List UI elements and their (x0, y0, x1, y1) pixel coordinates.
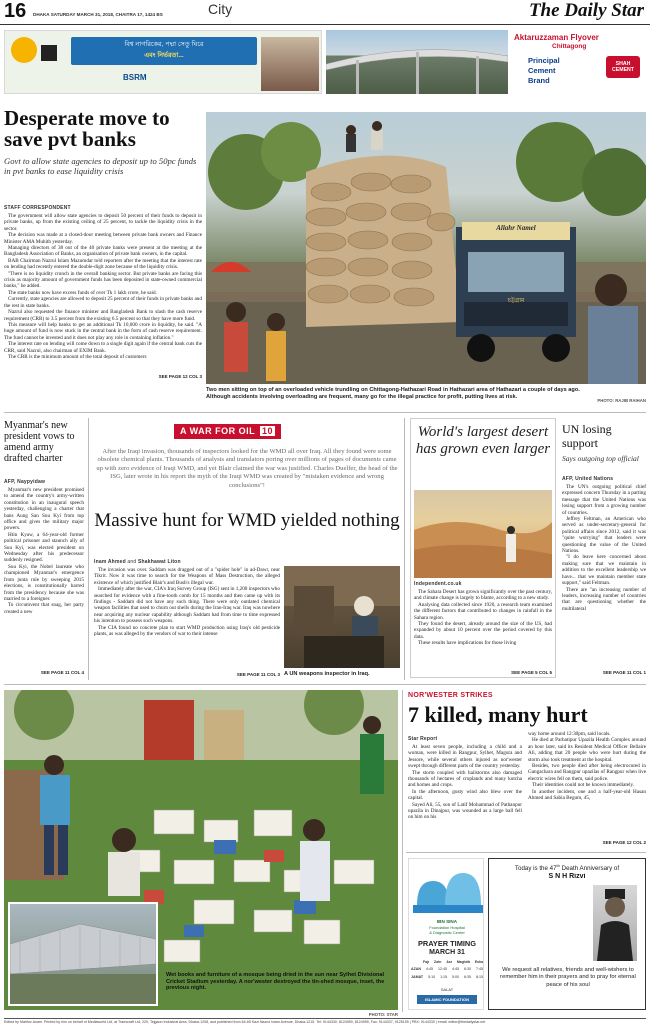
wmd-para: The invasion was over. Saddam was dragged out of a "spider hole" in ad-Dawr, near Tikrit. Now it was time to search for the Weapons of Mass Destruction, the alleged existence of which justified Blair's and Bush's illegal war. (94, 567, 280, 586)
lead-headline: Desperate move to save pvt banks (4, 108, 170, 150)
ad-prayer-logo1: IBN SINA (436, 919, 458, 924)
wmd-photo-caption: A UN weapons inspector in Iraq. (284, 671, 370, 677)
wmd-byline-a: Inam Ahmed (94, 559, 126, 565)
section-title: City (208, 1, 233, 17)
norwester-para: In the afternoon, gusty wind also blew over the capital. (408, 788, 522, 802)
un-para: "I do leave here concerned about making sure that we maintain in addition to the excellent leadership we have... that we maintain member state support," said Feltman. (562, 554, 646, 587)
myanmar-see-page[interactable]: SEE PAGE 11 COL 4 (40, 670, 84, 675)
ad-prayer-headers (423, 960, 483, 964)
wmd-see-page[interactable]: SEE PAGE 11 COL 3 (236, 672, 280, 677)
ad-prayer-timing[interactable] (408, 858, 484, 1010)
desert-para: Analysing data collected since 1920, a research team examined the different factors that contributed to changes in rainfall in the Sahara region. (414, 601, 552, 621)
divider (88, 418, 89, 680)
myanmar-para: Suu Kyi, the Nobel laureate who championed Myanmar's emergence from junta rule by sweeping 2015 elections, is constitutionally barred from the presidency because she was married to a foreigner. (4, 563, 84, 602)
wmd-kicker (174, 424, 281, 439)
wmd-photo-drawing (284, 566, 400, 668)
lead-para: Currently, state agencies are allowed to deposit 25 percent of their funds in private banks and the rest in state banks. (4, 296, 202, 309)
masthead-logo: The Daily Star (528, 0, 644, 21)
un-para: The UN's outgoing political chief expressed concern Thursday in a parting message that the United Nations was losing support from a growing number of countries. (562, 484, 646, 516)
myanmar-para: Myanmar's new president promised to amend the country's army-written constitution in an inaugural speech yesterday, challenging a charter that bans Aung San Suu Kyi from top office and gives the military major powers. (4, 487, 84, 532)
lead-para: "There is no liquidity crunch in the overall banking sector. But private banks are facing this crisis as majority amount of government funds has been deposited in state-owned commercial banks," he added. (4, 270, 202, 290)
lead-para: The state banks now have excess funds of over Tk 1 lakh crore, he said. (8, 289, 157, 296)
un-headline: UN losing support (562, 422, 612, 450)
prayer-cell: 6:35 (464, 975, 471, 979)
ad-bsrm-brand: BSRM (123, 73, 147, 82)
mosque-dome-icon (409, 861, 484, 917)
ad-prayer-title: PRAYER TIMING (417, 939, 477, 948)
divider (4, 412, 646, 413)
masthead (0, 0, 650, 25)
ad-flyover-brand3: Brand (528, 76, 550, 85)
wmd-para: Immediately after the war, CIA's Iraq Survey Group (ISG) sent in 1,200 inspectors who searched for evidence with a fine-tooth comb for 15 months and then came up with its findings - Saddam did not have any such thing. There were only outdated chemical weapon facilities that used to churn out shells during the Iran-Iraq war. Iraq was nowhere near acquiring any nuclear capability although Saddam had from time to time expressed his intention to possess such weapons. (94, 586, 280, 625)
obituary-line1 (489, 863, 645, 872)
ad-bsrm-sun (11, 37, 37, 63)
ad-prayer-footer2: ISLAMIC FOUNDATION (417, 995, 477, 1004)
desert-headline: World's largest desert has grown even larger (415, 424, 551, 457)
un-byline: AFP, United Nations (562, 476, 614, 482)
un-deck: Says outgoing top official (562, 454, 639, 463)
mosque-photo (4, 690, 398, 1010)
myanmar-body (4, 487, 84, 667)
wmd-pull-quote: After the Iraqi invasion, thousands of inspectors looked for the WMD all over Iraq. All they found were some obsolete chemical plants. Thousands of analysts and translators poring over millions of pages of documents came up with zero evidence of Iraqi WMD, and yet Blair claimed the war was justified. Charles Duelfer, the head of the ISG, later wrote in his report the myth of the Iraqi WMD was created by "mistaken evidence and wrong conclusions"! (96, 448, 398, 489)
page-number: 16 (4, 0, 27, 22)
desert-para: The Sahara Desert has grown significantly over the past century, and climate change is largely to blame, according to a new study. (414, 589, 552, 602)
prayer-header: Fajr (423, 960, 430, 964)
prayer-cell: 7:45 (475, 967, 483, 971)
prayer-cell: 5:10 (428, 975, 436, 979)
ad-bsrm-qr-block (41, 45, 57, 61)
obituary-text: We request all relatives, friends and well-wishers to remember him in their prayers and to pray for eternal peace of his soul (500, 967, 636, 988)
norwester-para: Their identities could not be known immediately. (532, 782, 635, 789)
date-line: DHAKA SATURDAY MARCH 31, 2018, CHAITRA 17, 1424 BS (33, 12, 163, 17)
norwester-para: The storm coupled with hailstorms also damaged thousands of hectares of croplands and many kutcha and homes and crops. (408, 769, 522, 789)
norwester-para: In another incident, one and a half-year-old Hasan Ahmed and Sabia Begum, 45, (528, 788, 646, 802)
divider (402, 690, 403, 1012)
divider (406, 852, 646, 853)
wmd-byline-and: and (127, 559, 137, 565)
norwester-byline: Star Report (408, 736, 438, 742)
norwester-col2 (528, 731, 646, 837)
obituary-box (488, 858, 646, 1010)
prayer-cell: AZAN (411, 967, 421, 971)
lead-deck: Govt to allow state agencies to deposit up to 50pc funds in pvt banks to ease liquidity crisis (4, 156, 197, 176)
desert-para: They found the desert, already around the size of the US, had expanded by about 10 percent over the period covered by this data. (414, 621, 552, 640)
ad-bsrm-line2: এবং নির্ভরতা... (144, 52, 184, 59)
truck-photo-drawing (206, 112, 646, 384)
un-see-page[interactable]: SEE PAGE 11 COL 1 (602, 670, 646, 675)
truck-photo-credit: PHOTO: RAJIB RAIHAN (597, 398, 646, 403)
ad-flyover-subtitle: Chittagong (552, 43, 587, 50)
prayer-cell: JAMAT (411, 975, 424, 979)
prayer-cell: 12:45 (437, 967, 447, 971)
obituary-portrait-drawing (593, 885, 637, 961)
prayer-cell: 1:15 (440, 975, 448, 979)
ad-flyover-title: Aktaruzzaman Flyover (514, 33, 599, 42)
wmd-body (94, 567, 280, 671)
prayer-header: Maghrib (456, 960, 471, 964)
divider (404, 418, 405, 680)
desert-body (414, 589, 552, 669)
prayer-header: Esha (474, 960, 483, 964)
norwester-para: He died at Parbatipur Upazila Health Complex around an hour later, said its Resident Medical Officer Bellaire Ali, adding that 20 people who were hurt during the storm also took treatment at the hospital. (528, 737, 646, 763)
ad-flyover-photo (326, 30, 508, 94)
desert-photo-drawing (414, 490, 552, 578)
truck-bangla-text: চট্টগ্রাম (507, 298, 525, 304)
desert-see-page[interactable]: SEE PAGE 5 COL 5 (511, 670, 552, 675)
ad-prayer-date: MARCH 31 (429, 949, 465, 956)
lead-para: The CRR is the minimum amount of the total deposit of customers (8, 353, 147, 360)
prayer-cell: 4:45 (451, 967, 459, 971)
desert-photo (414, 490, 552, 578)
wmd-photo (284, 566, 400, 668)
wmd-byline-b: Shakhawat Liton (137, 559, 181, 565)
truck-sign-text: Allahr Namel (496, 224, 536, 232)
truck-photo (206, 112, 646, 384)
divider (4, 1018, 646, 1019)
ad-bsrm-line1: বিশ্ব নাগরিকের, পদ্মা সেতু ঘিরে (124, 41, 204, 48)
truck-photo-caption: Two men sitting on top of an overloaded vehicle trundling on Chittagong-Hathazari Road in Hathazari area of Hathazari a couple of days ago. Although accidents involving overloading are frequent, many go for the illegal practice for profit, putting lives at risk. (206, 387, 580, 400)
mosque-photo-credit: PHOTO: STAR (368, 1012, 398, 1017)
lead-body (4, 213, 202, 373)
wmd-kicker-number: 10 (262, 426, 274, 436)
flyover-drawing (326, 30, 508, 94)
lead-see-page[interactable]: SEE PAGE 12 COL 3 (158, 374, 202, 379)
lead-para: Managing directors of 38 out of the 40 private banks were present at the meeting at the Bangladesh Association of Banks, an organisation of private bank owners, in the capital. (4, 245, 202, 258)
obituary-name: S N H Rizvi (548, 873, 586, 880)
wmd-para: The CIA found no concrete plan to start WMD production using Iraq's old pesticide plants, as was alleged by the vendors of war to their intense (94, 624, 280, 638)
prayer-header: Zohr (434, 960, 442, 964)
ad-bsrm-people (261, 37, 319, 91)
lead-para: BAB Chairman Nazrul Islam Mazumdar told reporters after the meeting that the interest rate on lending had recently entered the double-digit zone because of the liquidity crisis. (4, 257, 202, 271)
ad-bsrm[interactable] (4, 30, 322, 94)
obituary-line1-b: Death Anniversary of (561, 865, 620, 873)
wmd-headline: Massive hunt for WMD yielded nothing (94, 510, 400, 531)
lead-para: The government will allow state agencies to deposit 50 percent of their funds to deposit in private banks, up from the existing ceiling of 25 percent, to tackle the liquidity crisis in the sector. (4, 213, 202, 232)
ad-flyover-badge: SHAH CEMENT (606, 56, 640, 78)
wmd-byline (94, 559, 181, 565)
myanmar-para: Htin Kyaw, a 64-year-old former political prisoner and staunch ally of Suu Kyi, was elected president on Wednesday after his predecessor suddenly resigned. (4, 531, 84, 564)
ad-flyover-panel[interactable] (510, 30, 646, 94)
ad-prayer-row-jamat (411, 975, 483, 979)
imprint-footer: Edited by Mahfuz Anam. Printed by him on behalf of Mediaworld Ltd, at Transcraft Ltd, 229, Tejgaon Industrial Area, Dhaka-1208, and published from 64-65 Kazi Nazrul Islam Avenue, Dhaka-1215. Tel: 9144330, 8124950, 8124955, Fax: 9144337, 9125155 | PBX: 9144330 | email: editor@thedailystar.net (4, 1020, 486, 1024)
ad-prayer-logo3: & Diagnostic Center (429, 930, 465, 935)
lead-byline: STAFF CORRESPONDENT (4, 205, 71, 211)
norwester-see-page[interactable]: SEE PAGE 12 COL 2 (602, 840, 646, 845)
norwester-col1 (408, 744, 522, 840)
ad-prayer-logo2: Foundation Hospital (429, 925, 465, 930)
prayer-cell: 5:00 (452, 975, 460, 979)
lead-para: The interest rate on lending will come down to a single digit again if the central bank cuts the CRR, said Nazrul, also chairman of EXIM Bank. (4, 341, 202, 354)
ad-flyover-brand1: Principal (528, 56, 560, 65)
desert-para: These results have implications for those living (418, 640, 517, 647)
wmd-kicker-text: A WAR FOR OIL (180, 426, 255, 436)
norwester-kicker: NOR'WESTER STRIKES (408, 692, 493, 699)
myanmar-byline: AFP, Naypyidaw (4, 479, 46, 485)
norwester-para: Besides, two people died after being electrocuted in Gangachara and Rangpur upazilas of Rangpur when live electric wires fell on them, said police. (528, 763, 646, 782)
prayer-cell: 4:45 (425, 967, 433, 971)
divider (4, 684, 646, 685)
lead-para: The decision was made at a closed-door meeting between private bank owners and Finance Minister AMA Muhith yesterday. (4, 232, 202, 245)
un-body (562, 484, 646, 668)
norwester-para: way home around 12:30pm, said locals. (528, 731, 611, 737)
myanmar-para: To circumvent that snag, her party created a new (4, 602, 84, 615)
obituary-line1-sup: th (556, 863, 560, 868)
ad-prayer-footer1: SALAT (440, 987, 454, 992)
prayer-header: Asr (446, 960, 453, 964)
prayer-cell: 8:15 (475, 975, 483, 979)
desert-byline: Independent.co.uk (414, 581, 462, 587)
lead-para: This measure will help banks to get an additional Tk 10,000 crore in liquidity, he said. "A huge amount of fund is now stuck in the central bank in the form of cash reserve requirement. The fund cannot be invested and it does not play any role in containing inflation." (4, 321, 202, 341)
prayer-cell: 6:30 (463, 967, 471, 971)
norwester-headline: 7 killed, many hurt (408, 703, 588, 727)
norwester-para: At least seven people, including a child and a woman, were killed in Rangpur, Sylhet, Magura and Jessore, while several others injured as nor'wester swept through different parts of the country yesterday. (408, 744, 522, 770)
myanmar-headline: Myanmar's new president vows to amend army drafted charter (4, 420, 75, 464)
ad-prayer-row-azan (411, 967, 483, 971)
obituary-portrait (593, 885, 637, 961)
norwester-para: Sayed Ali, 55, son of Latif Mohammad of Pathanpur upazila in Dinajpur, was wounded as a large ball fell on him on his (408, 801, 522, 821)
un-para: There are "an increasing number of leaders, increasing number of countries that are questioning whether the multilateral (562, 586, 646, 612)
un-para: Jeffrey Feltman, an American who served as under-secretary-general for political affairs since 2012, said it was "quite worrying" that leaders were questioning the value of the United Nations. (562, 516, 646, 555)
mosque-photo-caption: Wet books and furniture of a mosque being dried in the sun near Sylhet Divisional Cricket Stadium yesterday. A nor'wester destroyed the tin-shed mosque, inset, the previous night. (166, 972, 385, 992)
mosque-inset-photo (8, 902, 158, 1006)
obituary-line1-a: Today is the 47 (514, 865, 557, 873)
lead-para: Nazrul also requested the finance minister and Bangladesh Bank to slash the cash reserve requirement (CRR) to 3.5 percent from the existing 6.5 percent so that they have more fund. (4, 309, 202, 322)
ad-flyover-brand2: Cement (528, 66, 556, 75)
mosque-inset-drawing (10, 904, 156, 1004)
